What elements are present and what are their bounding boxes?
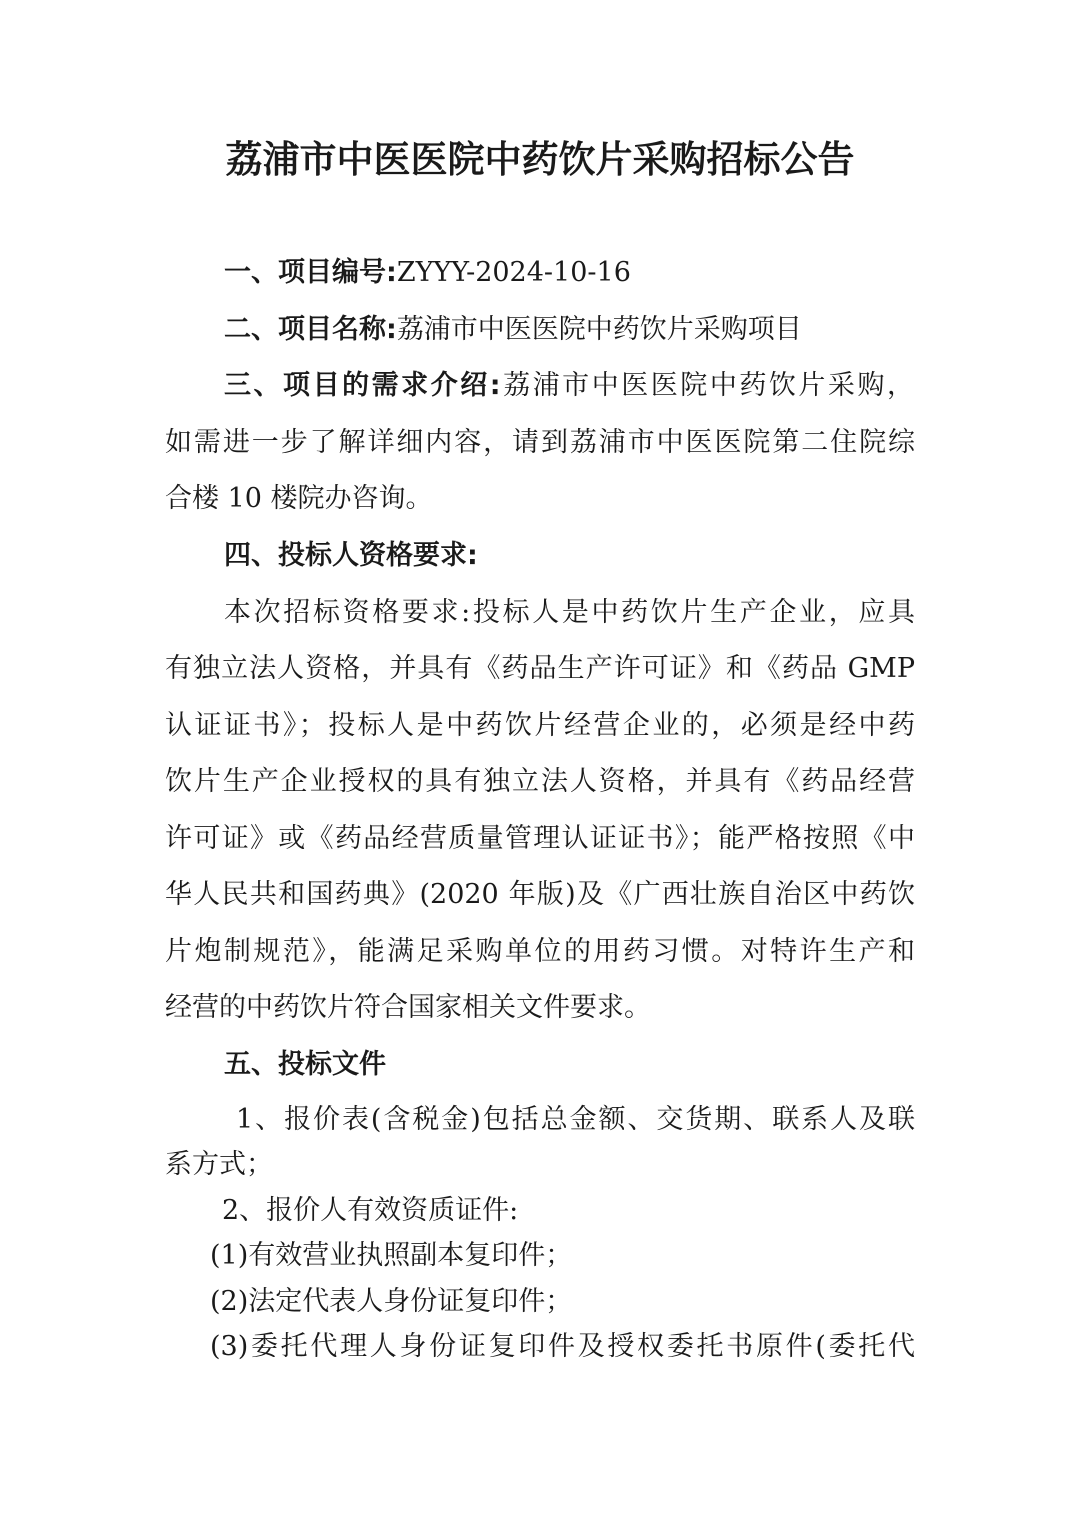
document-title: 荔浦市中医医院中药饮片采购招标公告	[225, 138, 855, 181]
section-requirements-line-1	[224, 366, 914, 406]
section-heading: 一、项目编号:	[224, 257, 397, 288]
paragraph-line: 有独立法人资格，并具有《药品生产许可证》和《药品 GMP	[165, 653, 915, 684]
list-item: (1)有效营业执照副本复印件；	[210, 1240, 573, 1271]
paragraph-line: 片炮制规范》，能满足采购单位的用药习惯。对特许生产和	[165, 936, 915, 967]
paragraph-line: 本次招标资格要求:投标人是中药饮片生产企业，应具	[224, 597, 915, 628]
project-number-value: ZYYY-2024-10-16	[396, 257, 631, 288]
section-heading: 五、投标文件	[224, 1049, 386, 1080]
section-heading: 二、项目名称:	[224, 314, 397, 345]
paragraph-line: 系方式；	[165, 1149, 273, 1180]
section-project-number	[224, 253, 631, 293]
section-project-name	[224, 310, 802, 350]
paragraph-line: 1、报价表(含税金)包括总金额、交货期、联系人及联	[236, 1104, 915, 1135]
paragraph-line: 饮片生产企业授权的具有独立法人资格，并具有《药品经营	[165, 766, 915, 797]
paragraph-line: 认证证书》；投标人是中药饮片经营企业的，必须是经中药	[165, 710, 915, 741]
paragraph-text: 荔浦市中医医院中药饮片采购，	[500, 370, 914, 401]
paragraph-line: 合楼 10 楼院办咨询。	[165, 483, 433, 514]
list-item: (3)委托代理人身份证复印件及授权委托书原件(委托代	[210, 1331, 915, 1362]
list-item: (2)法定代表人身份证复印件；	[210, 1286, 573, 1317]
section-heading: 四、投标人资格要求:	[224, 540, 478, 571]
paragraph-line: 如需进一步了解详细内容，请到荔浦市中医医院第二住院综	[165, 427, 915, 458]
section-heading: 三、项目的需求介绍:	[224, 370, 501, 401]
paragraph-line: 经营的中药饮片符合国家相关文件要求。	[165, 992, 651, 1023]
project-name-value: 荔浦市中医医院中药饮片采购项目	[396, 314, 802, 345]
paragraph-line: 许可证》或《药品经营质量管理认证证书》；能严格按照《中	[165, 823, 915, 854]
paragraph-line: 2、报价人有效资质证件:	[222, 1195, 519, 1226]
paragraph-line: 华人民共和国药典》(2020 年版)及《广西壮族自治区中药饮	[165, 879, 915, 910]
